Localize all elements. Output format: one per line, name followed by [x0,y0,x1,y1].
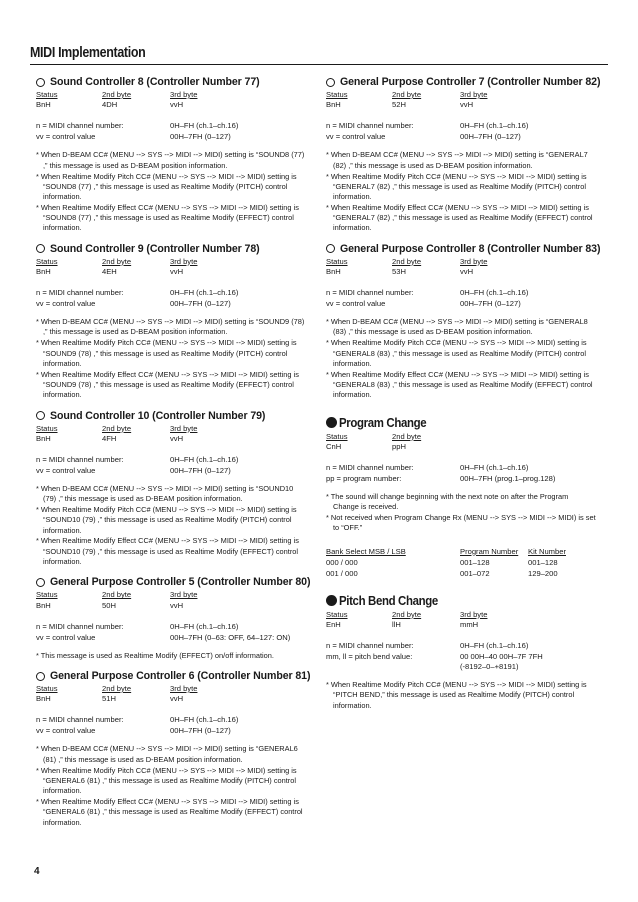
controller-section [36,410,306,568]
table-cell: vvH [170,433,184,443]
definition-row [326,298,596,309]
section-title: General Purpose Controller 5 (Controller Number 80) [50,576,311,589]
table-row [326,100,596,110]
column-header: Status [326,431,348,441]
definition-label: n = MIDI channel number: [36,288,124,298]
definition-row [326,462,596,473]
table-cell: vvH [170,600,184,610]
definition-value: 0H–FH (ch.1–ch.16) [460,121,529,131]
column-header: 2nd byte [102,590,132,600]
definition-value: 0H–FH (ch.1–ch.16) [170,288,239,298]
table-cell: BnH [36,600,51,610]
note-item: * When D-BEAM CC# (MENU --> SYS --> MIDI --> MIDI) setting is “GENERAL7 (82) ,” this message is used as D-BEAM position information. [326,150,588,170]
right-column [326,76,601,720]
section-heading [326,242,601,255]
table-cell: vvH [170,694,184,704]
value-definitions [326,287,596,309]
table-cell: 52H [392,100,406,110]
definition-value: 00H–7FH (0–63: OFF, 64–127: ON) [170,632,291,642]
notes-list [36,744,306,827]
column-header: 3rd byte [170,423,198,433]
definition-value: 0H–FH (ch.1–ch.16) [170,621,239,631]
table-row [326,442,596,452]
definition-value: 00H–7FH (0–127) [460,132,521,142]
definition-row [326,473,596,484]
column-header: Status [36,256,58,266]
definition-value: 00H–7FH (prog.1–prog.128) [460,473,556,483]
table-cell: vvH [460,100,474,110]
definition-value: 0H–FH (ch.1–ch.16) [170,715,239,725]
section-heading [326,593,596,608]
open-circle-bullet-icon [326,244,335,253]
definition-value: 0H–FH (ch.1–ch.16) [170,121,239,131]
table-cell: EnH [326,619,341,629]
definition-value: 00H–7FH (0–127) [170,299,231,309]
note-item: * When Realtime Modify Pitch CC# (MENU --> SYS --> MIDI --> MIDI) setting is “SOUND8 (77) ,” this message is used as Realtime Modify (PITCH) control information. [36,171,297,202]
note-item: * When Realtime Modify Effect CC# (MENU --> SYS --> MIDI --> MIDI) setting is “SOUND9 (78) ,” this message is used as Realtime Modify (EFFECT) control information. [36,369,299,400]
page-number: 4 [34,866,40,877]
column-header: 3rd byte [170,684,198,694]
controller-section [36,576,311,661]
definition-row [326,120,596,131]
column-header: Status [36,90,58,99]
column-header: 3rd byte [170,90,198,99]
table-header-row [326,90,596,100]
table-row [36,694,306,704]
page-header [30,44,608,65]
table-cell: BnH [36,266,51,276]
note-item: * When Realtime Modify Effect CC# (MENU --> SYS --> MIDI --> MIDI) setting is “GENERAL6 (81) ,” this message is used as Realtime Modify (EFFECT) control information. [36,796,303,827]
definition-label: vv = control value [326,299,386,309]
definition-value: 0H–FH (ch.1–ch.16) [460,641,529,651]
definition-row [36,287,306,298]
definition-value: 00 00H–40 00H–7F 7FH [460,652,543,662]
page-title: MIDI Implementation [30,45,146,61]
table-header-row [36,90,306,100]
bank-cell: 001 / 000 [326,568,358,578]
table-cell: llH [392,619,401,629]
bank-cell: 000 / 000 [326,557,358,567]
bank-cell: 001–128 [528,557,558,567]
definition-value: 0H–FH (ch.1–ch.16) [460,462,529,472]
section-title: General Purpose Controller 6 (Controller Number 81) [50,670,311,683]
definition-value: 0H–FH (ch.1–ch.16) [170,454,239,464]
definition-row [36,632,306,643]
open-circle-bullet-icon [36,672,45,681]
note-item: * When D-BEAM CC# (MENU --> SYS --> MIDI --> MIDI) setting is “GENERAL8 (83) ,” this message is used as D-BEAM position information. [326,317,588,337]
definition-label: n = MIDI channel number: [326,121,414,131]
bank-cell: 001–072 [460,568,490,578]
table-cell: 4DH [102,100,118,110]
open-circle-bullet-icon [36,411,45,420]
table-header-row [36,590,306,600]
note-item: * When D-BEAM CC# (MENU --> SYS --> MIDI --> MIDI) setting is “GENERAL6 (81) ,” this message is used as D-BEAM position information. [36,744,298,764]
table-cell: mmH [460,619,479,629]
value-definitions [326,640,596,672]
note-item: * When Realtime Modify Effect CC# (MENU --> SYS --> MIDI --> MIDI) setting is “SOUND8 (77) ,” this message is used as Realtime Modify (EFFECT) control information. [36,202,299,233]
bank-row [326,568,596,579]
value-definitions [326,120,596,142]
note-item: * When Realtime Modify Pitch CC# (MENU --> SYS --> MIDI --> MIDI) setting is “GENERAL8 (83) ,” this message is used as Realtime Modify (PITCH) control information. [326,338,587,368]
message-format-table [326,610,596,630]
note-item: * When Realtime Modify Effect CC# (MENU --> SYS --> MIDI --> MIDI) setting is “GENERAL7 (82) ,” this message is used as Realtime Modify (EFFECT) control information. [326,202,593,233]
left-column [36,76,311,837]
definition-row [36,621,306,632]
value-definitions [36,621,306,643]
definition-row [36,465,306,476]
section-heading [36,243,306,255]
column-header: Status [36,590,58,600]
table-cell: 53H [392,266,406,276]
table-cell: BnH [36,694,51,704]
note-item: * When Realtime Modify Pitch CC# (MENU --> SYS --> MIDI --> MIDI) setting is “GENERAL7 (82) ,” this message is used as Realtime Modify (PITCH) control information. [326,171,587,202]
column-header: 3rd byte [170,256,198,266]
definition-row [36,120,306,131]
controller-section [326,242,601,401]
definition-label: n = MIDI channel number: [326,288,414,298]
notes-list [36,150,306,233]
column-header: 2nd byte [102,423,132,433]
column-header: 2nd byte [102,684,132,694]
section-heading [36,576,311,589]
table-cell: 50H [102,600,116,610]
table-row [326,620,596,630]
definition-row [326,287,596,298]
column-header: 3rd byte [460,609,488,619]
message-format-table [36,424,306,444]
table-row [326,267,596,277]
message-format-table [326,257,596,277]
notes-list [36,317,306,400]
note-item: * When Realtime Modify Pitch CC# (MENU --> SYS --> MIDI --> MIDI) setting is “SOUND10 (79) ,” this message is used as Realtime Modify (PITCH) control information. [36,505,297,535]
value-definitions [36,714,306,736]
note-item: * When D-BEAM CC# (MENU --> SYS --> MIDI --> MIDI) setting is “SOUND10 (79) ,” this message is used as D-BEAM position information. [36,483,294,504]
section-heading [36,76,306,88]
table-row [36,100,306,110]
note-item: * Not received when Program Change Rx (MENU --> SYS --> MIDI --> MIDI) is set to “OFF.” [326,513,596,533]
note-item: * When Realtime Modify Effect CC# (MENU --> SYS --> MIDI --> MIDI) setting is “GENERAL8 (83) ,” this message is used as Realtime Modify (EFFECT) control information. [326,369,593,400]
message-format-table [36,257,306,277]
value-definitions [36,454,306,476]
table-row [36,267,306,277]
definition-label: n = MIDI channel number: [36,621,124,631]
definition-label: vv = control value [36,726,96,736]
message-format-table [326,432,596,452]
message-format-table [36,684,306,704]
column-header: 3rd byte [460,90,488,99]
filled-circle-bullet-icon [326,417,337,428]
table-header-row [36,684,306,694]
definition-row [36,298,306,309]
table-cell: CnH [326,441,342,451]
column-header: Status [326,609,348,619]
definition-label: pp = program number: [326,473,402,483]
column-header: 2nd byte [392,431,422,441]
pitch-bend-section [326,593,596,711]
definition-row [36,714,306,725]
definition-value: 0H–FH (ch.1–ch.16) [460,288,529,298]
open-circle-bullet-icon [36,244,45,253]
notes-list [36,651,306,661]
definition-label: vv = control value [36,299,96,309]
table-header-row [326,610,596,620]
program-change-section [326,415,596,579]
section-title: General Purpose Controller 7 (Controller Number 82) [340,76,601,88]
column-header: 2nd byte [392,90,422,99]
table-header-row [36,424,306,434]
section-title: Program Change [339,414,427,430]
table-header-row [326,257,596,267]
bank-cell: 129–200 [528,568,558,578]
message-format-table [36,590,306,610]
bank-cell: 001–128 [460,557,490,567]
definition-value: 00H–7FH (0–127) [170,726,231,736]
column-header: 2nd byte [392,609,422,619]
note-item: * When Realtime Modify Pitch CC# (MENU --> SYS --> MIDI --> MIDI) setting is “GENERAL6 (81) ,” this message is used as Realtime Modify (PITCH) control information. [36,765,297,796]
definition-label: vv = control value [326,132,386,142]
definition-row [326,640,596,651]
notes-list [326,317,596,400]
table-cell: BnH [326,266,341,276]
note-item: * When Realtime Modify Pitch CC# (MENU --> SYS --> MIDI --> MIDI) setting is “PITCH BEND,” this message is used as Realtime Modify (PITCH) control information. [326,680,587,710]
bank-column-header: Kit Number [528,546,566,556]
column-header: 2nd byte [102,256,132,266]
column-header: Status [326,90,348,99]
note-item: * This message is used as Realtime Modify (EFFECT) on/off information. [36,650,274,660]
message-format-table [36,90,306,110]
message-format-table [326,90,596,110]
table-header-row [326,432,596,442]
note-item: * When D-BEAM CC# (MENU --> SYS --> MIDI --> MIDI) setting is “SOUND8 (77) ,” this message is used as D-BEAM position information. [36,150,305,170]
filled-circle-bullet-icon [326,595,337,606]
column-header: 3rd byte [460,256,488,266]
definition-row [36,725,306,736]
definition-row [326,131,596,142]
table-row [36,601,306,611]
bank-header-row [326,546,596,557]
note-item: * When D-BEAM CC# (MENU --> SYS --> MIDI --> MIDI) setting is “SOUND9 (78) ,” this message is used as D-BEAM position information. [36,317,305,337]
note-item: * When Realtime Modify Pitch CC# (MENU --> SYS --> MIDI --> MIDI) setting is “SOUND9 (78) ,” this message is used as Realtime Modify (PITCH) control information. [36,338,297,368]
table-cell: ppH [392,441,406,451]
bank-row [326,557,596,568]
open-circle-bullet-icon [36,578,45,587]
bank-column-header: Bank Select MSB / LSB [326,546,406,556]
table-cell: BnH [36,433,51,443]
section-title: Pitch Bend Change [339,592,438,608]
notes-list [326,680,596,711]
column-header: Status [326,256,348,266]
definition-label: vv = control value [36,465,96,475]
definition-label: n = MIDI channel number: [326,462,414,472]
table-cell: BnH [326,100,341,110]
controller-section [36,243,306,401]
value-definitions [36,287,306,309]
notes-list [326,492,596,534]
column-header: Status [36,684,58,694]
definition-label: n = MIDI channel number: [36,121,124,131]
bank-column-header: Program Number [460,546,519,556]
column-header: 3rd byte [170,590,198,600]
definition-row [36,454,306,465]
table-row [36,434,306,444]
section-title: Sound Controller 8 (Controller Number 77) [50,76,260,88]
column-header: Status [36,423,58,433]
section-title: Sound Controller 9 (Controller Number 78) [50,242,260,255]
value-definitions [36,120,306,142]
value-definitions [326,462,596,484]
definition-label: n = MIDI channel number: [326,641,414,651]
table-cell: vvH [170,266,184,276]
section-heading [36,410,306,422]
definition-label: n = MIDI channel number: [36,715,124,725]
section-heading [326,76,601,88]
open-circle-bullet-icon [36,78,45,87]
section-heading [36,670,311,683]
column-header: 2nd byte [392,256,422,266]
table-cell: 4FH [102,433,117,443]
section-heading [326,415,596,430]
definition-label: vv = control value [36,632,96,642]
definition-value: 00H–7FH (0–127) [170,465,231,475]
definition-value-range: (-8192–0–+8191) [460,662,519,672]
definition-row [36,131,306,142]
controller-section [36,670,311,828]
definition-row [326,651,596,662]
definition-label: vv = control value [36,132,96,142]
table-cell: BnH [36,100,51,110]
controller-section [326,76,601,234]
definition-value: 00H–7FH (0–127) [170,132,231,142]
column-header: 2nd byte [102,90,132,99]
definition-label: n = MIDI channel number: [36,454,124,464]
note-item: * The sound will change beginning with the next note on after the Program Change is received. [326,491,569,512]
table-cell: vvH [170,100,184,110]
open-circle-bullet-icon [326,78,335,87]
notes-list [36,484,306,567]
table-cell: vvH [460,266,474,276]
controller-section [36,76,306,234]
section-title: General Purpose Controller 8 (Controller Number 83) [340,242,601,255]
notes-list [326,150,596,233]
note-item: * When Realtime Modify Effect CC# (MENU --> SYS --> MIDI --> MIDI) setting is “SOUND10 (79) ,” this message is used as Realtime Modify (EFFECT) control information. [36,536,299,567]
table-cell: 51H [102,694,116,704]
table-header-row [36,257,306,267]
section-title: Sound Controller 10 (Controller Number 79) [50,409,266,422]
bank-select-table [326,546,596,579]
table-cell: 4EH [102,266,117,276]
definition-value: 00H–7FH (0–127) [460,299,521,309]
definition-label: mm, ll = pitch bend value: [326,652,413,662]
